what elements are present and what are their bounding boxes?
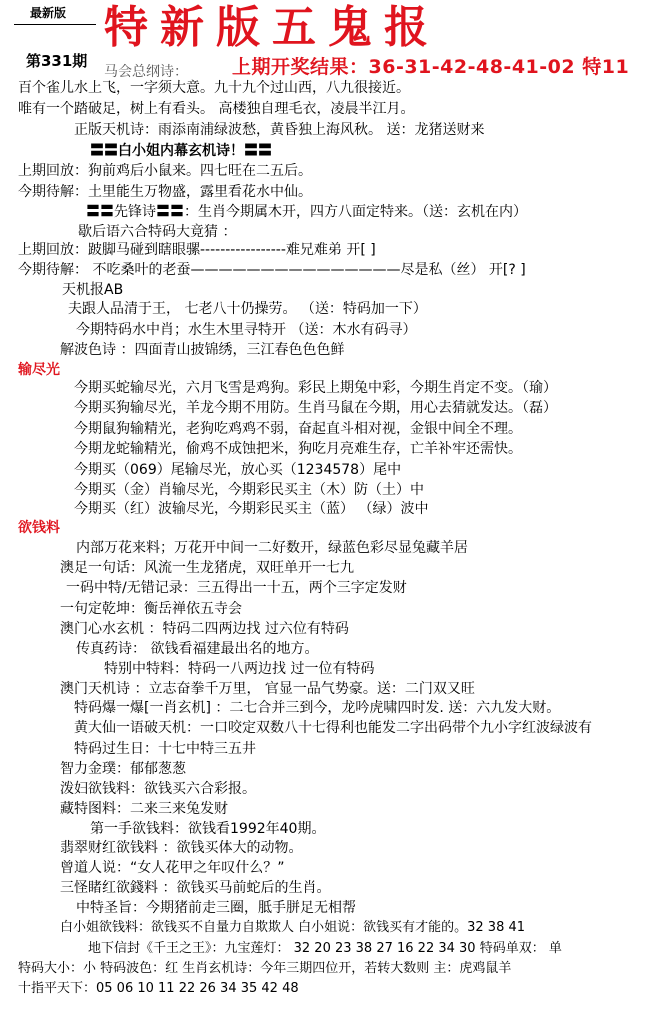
text-line: 正版天机诗：雨添南浦绿波愁，黄昏独上海风秋。 送：龙猪送财来 [74, 122, 485, 138]
text-line: 今期买（金）肖输尽光，今期彩民买主（木）防（土）中 [74, 482, 424, 498]
text-line: 〓〓先锋诗〓〓：生肖今期属木开，四方八面定特来。（送：玄机在内） [86, 204, 527, 220]
text-line: 今期买（红）波输尽光，今期彩民买主（蓝） （绿）波中 [74, 501, 429, 517]
result-special: 特11 [582, 56, 630, 78]
text-line: 传真药诗： 欲钱看福建最出名的地方。 [76, 641, 319, 657]
text-line: 一码中特/无错记录：三五得出一十五，两个三字定发财 [66, 580, 407, 596]
text-line: 黄大仙一语破天机：一口咬定双数八十七得利也能发二字出码带个九小字红波绿波有 [74, 720, 592, 736]
page-title: 特新版五鬼报 [104, 2, 440, 53]
text-line: 白小姐欲钱料：欲钱买不自量力自欺欺人 白小姐说：欲钱买有才能的。32 38 41 [60, 920, 526, 935]
text-line: 解波色诗 ：四面青山披锦绣，三江春色色色鲜 [60, 342, 345, 358]
text-line: 藏特图料：二来三来兔发财 [60, 801, 228, 817]
text-line: 澳门天机诗 ：立志奋拳千万里， 官显一品气势豪。送：二门双又旺 [60, 681, 475, 697]
last-draw-result [232, 52, 629, 79]
result-numbers: 36-31-42-48-41-02 [368, 56, 576, 78]
section-heading: 欲钱料 [18, 520, 60, 536]
text-line: 歇后语六合特码大竟猜 ： [78, 224, 237, 240]
text-line: 今期待解： 不吃桑叶的老蚕———————————————尽是私（丝） 开[? ] [18, 262, 526, 278]
text-line: 地下信封《千王之王》：九宝莲灯： 32 20 23 38 27 16 22 34 30 特码单双： 单 [88, 941, 562, 956]
text-line: 曾道人说：“女人花甲之年叹什么？” [60, 860, 285, 876]
text-line: 上期回放：狗前鸡后小鼠来。四七旺在二五后。 [18, 163, 312, 179]
text-line: 特别中特料：特码一八两边找 过一位有特码 [104, 661, 375, 677]
text-line: 〓〓白小姐内幕玄机诗！〓〓 [90, 143, 272, 159]
text-line: 一句定乾坤：衡岳禅依五寺会 [60, 601, 242, 617]
edition-label: 最新版 [30, 6, 67, 20]
text-line: 智力金璞：郁郁葱葱 [60, 761, 186, 777]
text-line: 唯有一个踏破足，树上有看头。 高楼独自理毛衣，凌晨半江月。 [18, 101, 415, 117]
text-line: 天机报AB [62, 282, 124, 298]
text-line: 十指平天下：05 06 10 11 22 26 34 35 42 48 [18, 981, 299, 996]
text-line: 今期特码水中肖；水生木里寻特开 （送：木水有码寻） [76, 322, 417, 338]
text-line: 特码大小：小 特码波色：红 生肖玄机诗：今年三期四位开，若转大数则 主：虎鸡鼠羊 [18, 961, 512, 976]
text-line: 马会总纲诗： [104, 64, 188, 80]
text-line: 内部万花来料；万花开中间一二好数开，绿蓝色彩尽显兔藏羊居 [76, 540, 468, 556]
text-line: 今期买（069）尾输尽光，放心买（1234578）尾中 [74, 462, 402, 478]
text-line: 翡翠财红欲钱料 ：欲钱买体大的动物。 [60, 840, 303, 856]
text-line: 三怪睹红欲錢料 ：欲钱买马前蛇后的生肖。 [60, 880, 331, 896]
edition-divider [14, 24, 96, 25]
text-line: 今期买狗输尽光，羊龙今期不用防。生肖马鼠在今期，用心去猜就发达。（磊） [74, 400, 557, 416]
text-line: 今期鼠狗输精光，老狗吃鸡鸡不弱，奋起直斗相对视，金银中间全不理。 [74, 421, 522, 437]
text-line: 澳门心水玄机 ：特码二四两边找 过六位有特码 [60, 621, 349, 637]
text-line: 百个雀儿水上飞，一字须大意。九十九个过山西，八九很接近。 [18, 80, 410, 96]
text-line: 第一手欲钱料：欲钱看1992年40期。 [90, 821, 326, 837]
text-line: 澳足一句话：风流一生龙猪虎，双旺单开一七九 [60, 560, 354, 576]
section-heading: 输尽光 [18, 362, 60, 378]
result-label: 上期开奖结果： [232, 56, 369, 78]
issue-number: 第331期 [26, 52, 88, 70]
text-line: 上期回放：跛脚马碰到瞎眼骡-----------------难兄难弟 开[ ] [18, 242, 376, 258]
text-line: 今期待解：土里能生万物盛，露里看花水中仙。 [18, 184, 312, 200]
text-line: 今期买蛇输尽光，六月飞雪是鸡狗。彩民上期兔中彩，今期生肖定不变。（瑜） [74, 380, 557, 396]
text-line: 今期龙蛇输精光，偷鸡不成蚀把米，狗吃月亮难生存，亡羊补牢还需快。 [74, 441, 522, 457]
text-line: 夫跟人品清于王， 七老八十仍操劳。 （送：特码加一下） [68, 301, 427, 317]
text-line: 特码爆一爆[一肖玄机] ：二七合并三到今，龙吟虎啸四时发. 送：六九发大财。 [74, 700, 561, 716]
text-line: 特码过生日：十七中特三五井 [74, 741, 256, 757]
text-line: 中特圣旨：今期猪前走三圈，胝手胼足无相帮 [76, 900, 356, 916]
text-line: 泼妇欲钱料：欲钱买六合彩报。 [60, 781, 256, 797]
